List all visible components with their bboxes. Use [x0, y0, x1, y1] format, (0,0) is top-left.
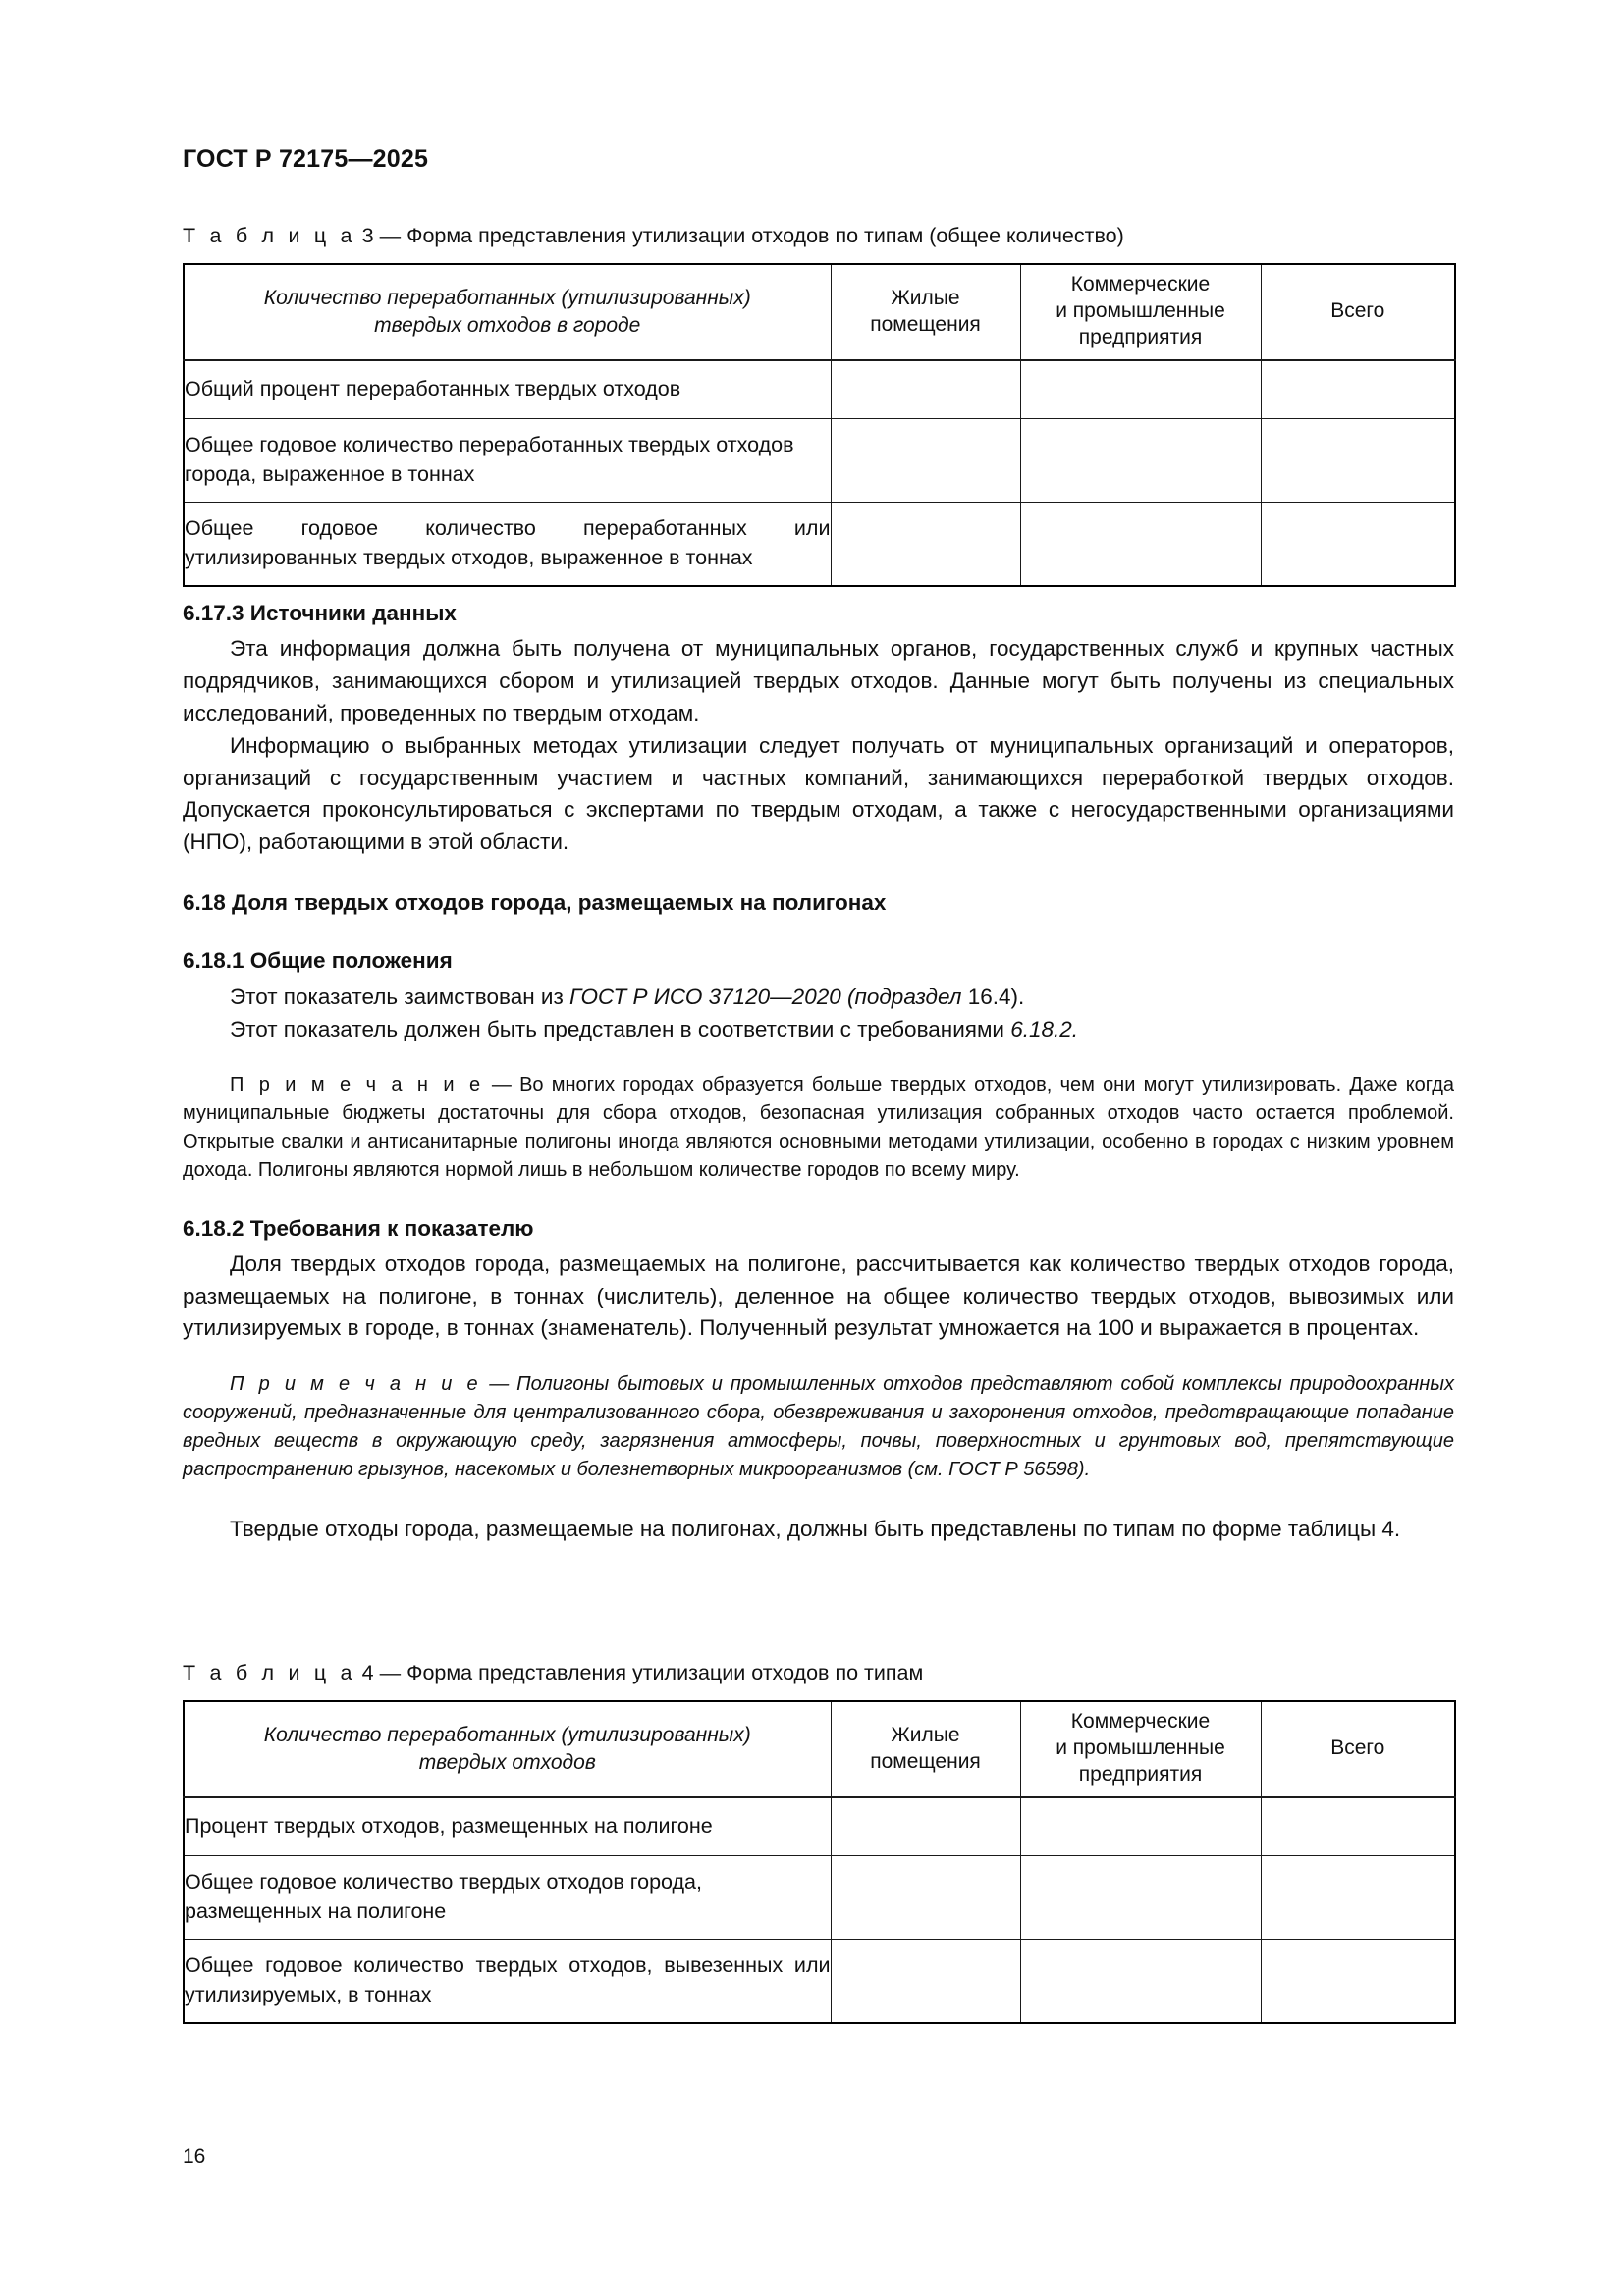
paragraph-6-17-3-2: Информацию о выбранных методах утилизации следует получать от муниципальных организаций и операторов, организаций с государственным участием и частных компаний, занимающихся переработкой твердых отходов. Допускается проконсультироваться с экспертами по твердым отходам, а также с негосударственными организациями (НПО), работающими в этой области. — [183, 732, 1454, 855]
table-4-row1-residential-cell[interactable] — [831, 1797, 1020, 1856]
table-4-row2-residential-cell[interactable] — [831, 1855, 1020, 1939]
note-6-18-2 — [183, 1370, 1454, 1483]
table-3-row3-total-cell[interactable] — [1261, 502, 1455, 586]
table-row — [184, 418, 1455, 502]
paragraph-6-18-1-2-before: Этот показатель должен быть представлен в соответствии с требованиями — [230, 1016, 1011, 1041]
table-3-row3-residential-cell[interactable] — [831, 502, 1020, 586]
paragraph-6-17-3-1: Эта информация должна быть получена от муниципальных органов, государственных служб и крупных частных подрядчиков, занимающихся сбором и утилизацией твердых отходов. Данные могут быть получены из специальных исследований, проведенных по твердым отходам. — [183, 636, 1454, 725]
page-header-standard-title: ГОСТ Р 72175—2025 — [183, 145, 429, 173]
table-4-col2-header-line1: Жилые — [891, 1723, 960, 1746]
paragraph-6-18-1-1-reference: ГОСТ Р ИСО 37120—2020 (подраздел — [569, 984, 962, 1009]
table-4-row1-total-cell[interactable] — [1261, 1797, 1455, 1856]
table-4-caption-label: Т а б л и ц а — [183, 1661, 356, 1684]
note-6-18-2-text: — Полигоны бытовых и промышленных отходов представляют собой комплексы природоохранных сооружений, предназначенные для централизованного сбора, обезвреживания и захоронения отходов, предотвращающие попадание вредных веществ в окружающую среду, загрязнения атмосферы, почвы, поверхностных и грунтовых вод, препятствующие распространению грызунов, насекомых и болезнетворных микроорганизмов (см. ГОСТ Р 56598). — [183, 1373, 1454, 1480]
table-3-caption-text: — Форма представления утилизации отходов по типам (общее количество) — [379, 224, 1124, 247]
table-4-row3-total-cell[interactable] — [1261, 1939, 1455, 2023]
table-3-col1-header-line1: Количество переработанных (утилизированных) — [263, 287, 751, 310]
table-4-row3-residential-cell[interactable] — [831, 1939, 1020, 2023]
table-3-col4-header — [1261, 264, 1455, 360]
heading-6-18: 6.18 Доля твердых отходов города, размещаемых на полигонах — [183, 890, 887, 916]
table-3-row1-total-cell[interactable] — [1261, 360, 1455, 419]
heading-6-17-3: 6.17.3 Источники данных — [183, 601, 457, 625]
table-4-col3-header — [1020, 1701, 1261, 1797]
table-4-header-row — [184, 1701, 1455, 1797]
table-row — [184, 1797, 1455, 1856]
table-3-row2-label: Общее годовое количество переработанных твердых отходов города, выраженное в тоннах — [184, 418, 831, 502]
table-3-row2-total-cell[interactable] — [1261, 418, 1455, 502]
table-3-col2-header-line1: Жилые — [891, 286, 960, 309]
note-6-18-1-lead: П р и м е ч а н и е — [230, 1074, 484, 1096]
table-row — [184, 502, 1455, 586]
table-4-col3-header-line3: предприятия — [1078, 1763, 1203, 1787]
table-4-col1-header — [184, 1701, 831, 1797]
table-4-row1-label: Процент твердых отходов, размещенных на полигоне — [184, 1797, 831, 1856]
table-4 — [183, 1700, 1456, 2024]
table-3-col3-header-line2: и промышленные — [1056, 299, 1225, 323]
heading-6-18-1: 6.18.1 Общие положения — [183, 948, 453, 974]
table-3-col3-header-line3: предприятия — [1078, 326, 1203, 349]
table-3-row1-residential-cell[interactable] — [831, 360, 1020, 419]
table-3-caption — [183, 224, 1454, 249]
paragraph-6-18-1-2-reference: 6.18.2. — [1010, 1016, 1079, 1041]
table-3-block — [183, 224, 1454, 587]
table-4-row2-label: Общее годовое количество твердых отходов города, размещенных на полигоне — [184, 1855, 831, 1939]
table-3-caption-number: 3 — [361, 224, 374, 247]
table-3-col1-header-line2: твердых отходов в городе — [374, 313, 641, 337]
table-3-row1-label: Общий процент переработанных твердых отходов — [184, 360, 831, 419]
table-4-row3-commercial-cell[interactable] — [1020, 1939, 1261, 2023]
table-3-row2-residential-cell[interactable] — [831, 418, 1020, 502]
paragraph-6-18-1-2 — [183, 1014, 1454, 1046]
table-3-row2-commercial-cell[interactable] — [1020, 418, 1261, 502]
table-3-caption-label: Т а б л и ц а — [183, 224, 356, 247]
table-row — [184, 1939, 1455, 2023]
note-6-18-2-lead: П р и м е ч а н и е — [230, 1373, 482, 1396]
table-4-col4-header-line1: Всего — [1330, 1736, 1385, 1760]
table-3-col3-header-line1: Коммерческие — [1070, 273, 1211, 296]
table-3-col4-header-line1: Всего — [1330, 299, 1385, 323]
table-4-col4-header — [1261, 1701, 1455, 1797]
heading-6-18-2: 6.18.2 Требования к показателю — [183, 1215, 534, 1241]
table-4-col1-header-line1: Количество переработанных (утилизированных) — [263, 1724, 751, 1747]
table-3-col1-header — [184, 264, 831, 360]
table-4-row3-label: Общее годовое количество твердых отходов, вывезенных или утилизируемых, в тоннах — [184, 1939, 831, 2023]
table-3-col2-header — [831, 264, 1020, 360]
table-4-row1-commercial-cell[interactable] — [1020, 1797, 1261, 1856]
table-4-col1-header-line2: твердых отходов — [418, 1750, 596, 1774]
paragraph-6-18-2-2: Твердые отходы города, размещаемые на полигонах, должны быть представлены по типам по форме таблицы 4. — [230, 1516, 1401, 1541]
table-3-col2-header-line2: помещения — [870, 312, 981, 336]
table-3 — [183, 263, 1456, 587]
table-row — [184, 1855, 1455, 1939]
table-3-col3-header — [1020, 264, 1261, 360]
table-4-caption-number: 4 — [361, 1661, 374, 1684]
paragraph-6-18-1-1-after: 16.4). — [961, 984, 1025, 1009]
table-4-block — [183, 1661, 1454, 2024]
table-3-header-row — [184, 264, 1455, 360]
note-6-18-1 — [183, 1071, 1454, 1184]
page-number: 16 — [183, 2145, 206, 2167]
table-4-col3-header-line2: и промышленные — [1056, 1736, 1225, 1760]
table-4-caption — [183, 1661, 1454, 1686]
table-3-row1-commercial-cell[interactable] — [1020, 360, 1261, 419]
table-row — [184, 360, 1455, 419]
table-4-row2-commercial-cell[interactable] — [1020, 1855, 1261, 1939]
table-4-col2-header — [831, 1701, 1020, 1797]
note-6-18-1-text: — Во многих городах образуется больше твердых отходов, чем они могут утилизировать. Даже когда муниципальные бюджеты достаточны для сбора отходов, безопасная утилизация собранных отходов часто остается проблемой. Открытые свалки и антисанитарные полигоны иногда являются основными методами утилизации, особенно в городах с низким уровнем дохода. Полигоны являются нормой лишь в небольшом количестве городов по всему миру. — [183, 1074, 1454, 1181]
table-4-caption-text: — Форма представления утилизации отходов по типам — [379, 1661, 924, 1684]
table-3-row3-label: Общее годовое количество переработанных или утилизированных твердых отходов, выраженное в тоннах — [184, 502, 831, 586]
document-body — [183, 599, 1454, 1545]
table-4-col3-header-line1: Коммерческие — [1070, 1710, 1211, 1734]
table-3-row3-commercial-cell[interactable] — [1020, 502, 1261, 586]
table-4-col2-header-line2: помещения — [870, 1749, 981, 1773]
paragraph-6-18-1-1 — [183, 982, 1454, 1014]
table-4-row2-total-cell[interactable] — [1261, 1855, 1455, 1939]
paragraph-6-18-2-1: Доля твердых отходов города, размещаемых на полигоне, рассчитывается как количество твердых отходов города, размещаемых на полигоне, в тоннах (числитель), деленное на общее количество твердых отходов, вывозимых или утилизируемых в городе, в тоннах (знаменатель). Полученный результат умножается на 100 и выражается в процентах. — [183, 1251, 1454, 1341]
paragraph-6-18-1-1-before: Этот показатель заимствован из — [230, 984, 570, 1009]
